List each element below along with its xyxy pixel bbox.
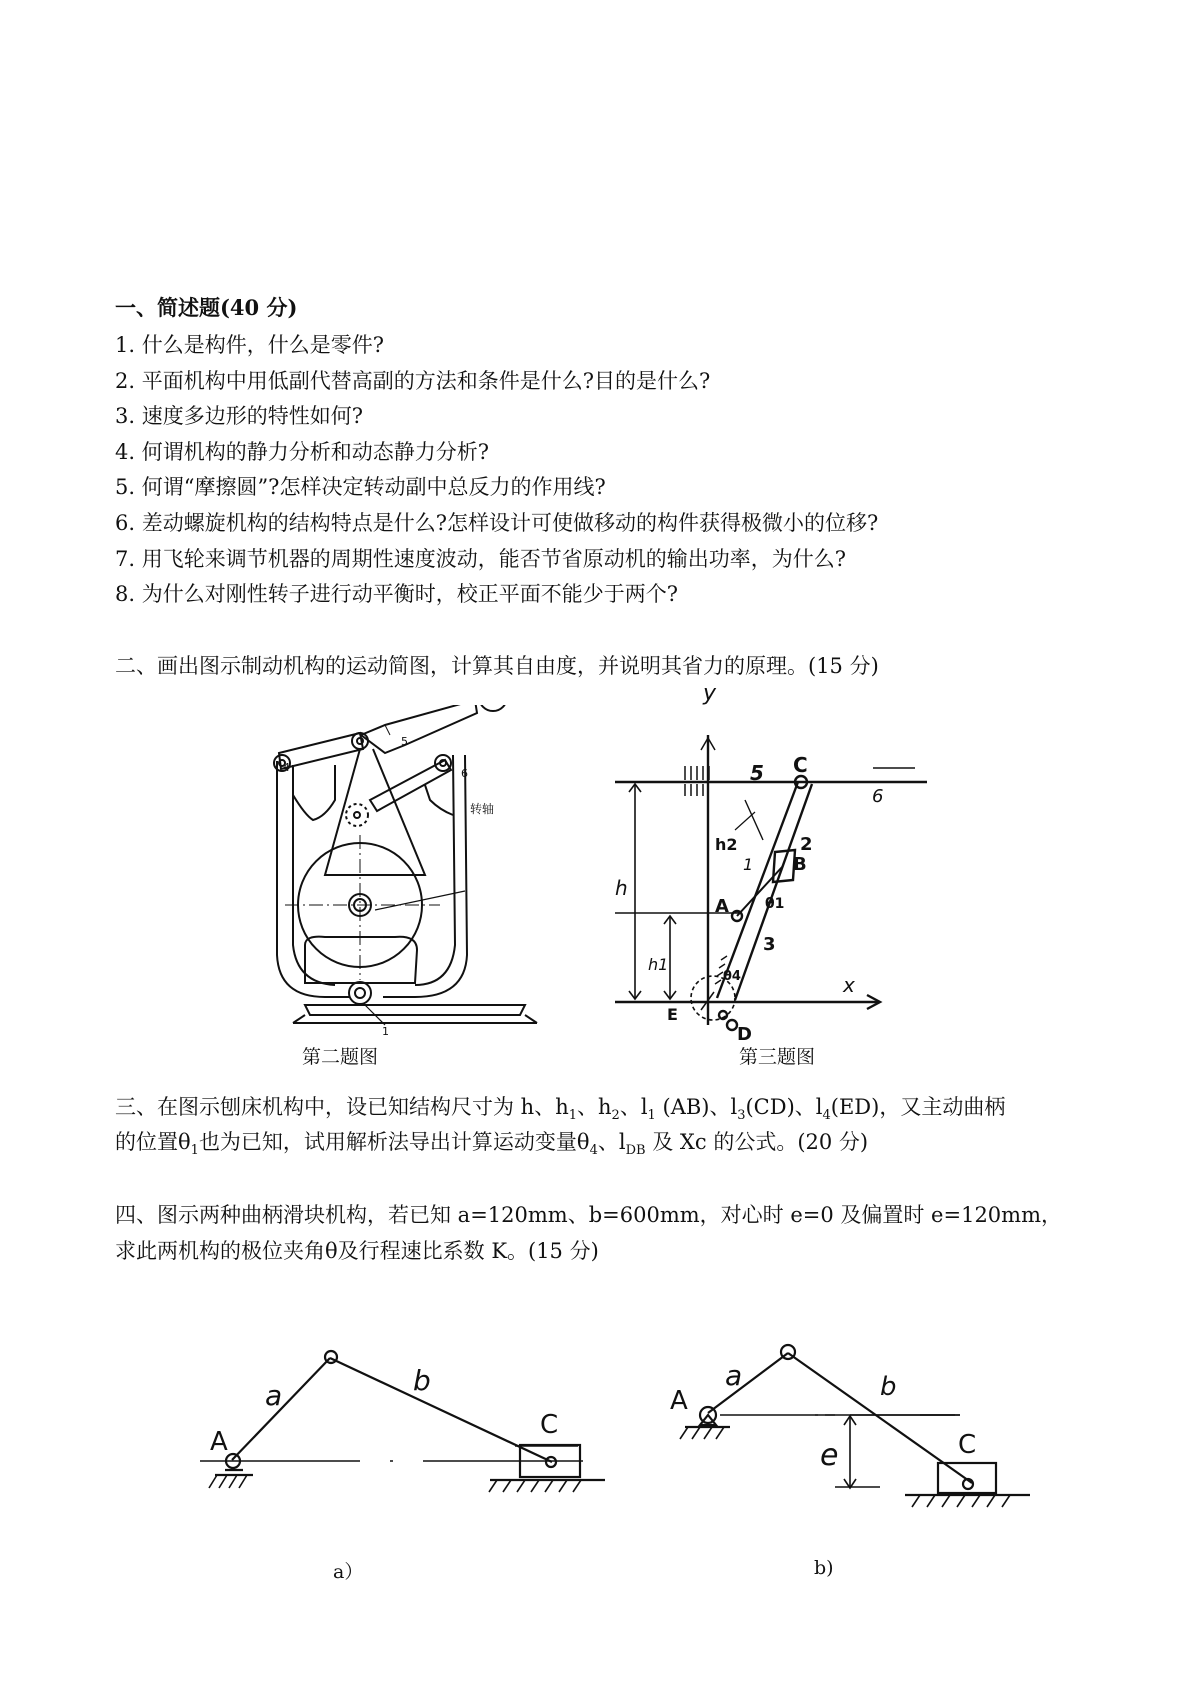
section2-text: 二、画出图示制动机构的运动简图，计算其自由度，并说明其省力的原理。(15 分): [115, 654, 879, 678]
fig3-C: C: [793, 753, 808, 777]
question-6: 6. 差动螺旋机构的结构特点是什么?怎样设计可使做移动的构件获得极微小的位移?: [115, 511, 879, 535]
fig3-h1: h1: [648, 955, 669, 974]
question-8: 8. 为什么对刚性转子进行动平衡时，校正平面不能少于两个?: [115, 582, 678, 606]
figure2-caption: 第二题图: [302, 1046, 379, 1068]
figure4a-slider-crank: [195, 1330, 615, 1530]
fig3-E: E: [667, 1005, 678, 1024]
fig4b-C: C: [958, 1430, 977, 1460]
fig4a-a: a: [265, 1379, 283, 1412]
fig2-label-shaft: 转轴: [470, 802, 495, 816]
figure3-planer-mechanism: [615, 680, 935, 1050]
fig4b-b: b: [880, 1372, 897, 1402]
question-5: 5. 何谓“摩擦圆”?怎样决定转动副中总反力的作用线?: [115, 475, 606, 499]
fig3-B: B: [793, 854, 807, 875]
section3-line2: 的位置$\theta_1$也为已知，试用解析法导出计算运动变量$\theta_4$、$l_{DB}$ 及 Xc 的公式。(20 分): [115, 1130, 869, 1159]
question-4: 4. 何谓机构的静力分析和动态静力分析?: [115, 440, 489, 464]
section4-line2: 求此两机构的极位夹角θ及行程速比系数 K。(15 分): [115, 1239, 599, 1263]
question-2: 2. 平面机构中用低副代替高副的方法和条件是什么?目的是什么?: [115, 369, 711, 393]
fig2-label-5: 5: [401, 735, 408, 748]
fig3-t1: θ1: [765, 896, 785, 912]
fig4a-A: A: [210, 1427, 228, 1457]
fig4b-a: a: [725, 1359, 743, 1392]
fig4b-A: A: [670, 1386, 688, 1416]
fig4b-e: e: [820, 1438, 839, 1473]
section1-heading: 一、简述题(40 分): [115, 295, 298, 320]
fig3-t4: θ4: [723, 969, 741, 984]
figure4b-caption: b): [814, 1557, 834, 1579]
question-3: 3. 速度多边形的特性如何?: [115, 404, 363, 428]
fig3-D: D: [737, 1024, 752, 1045]
fig3-A: A: [715, 896, 729, 917]
question-7: 7. 用飞轮来调节机器的周期性速度波动，能否节省原动机的输出功率，为什么?: [115, 547, 846, 571]
figure2-brake-mechanism: [265, 705, 565, 1045]
fig3-h: h: [615, 876, 628, 900]
fig3-n5: 5: [750, 761, 764, 785]
fig3-x: x: [843, 973, 855, 997]
fig3-n2: 2: [800, 834, 813, 855]
fig3-y: y: [703, 681, 717, 706]
fig2-label-1: 1: [382, 1025, 389, 1038]
fig2-label-4: 4: [283, 761, 290, 774]
fig2-label-6: 6: [461, 767, 468, 780]
section3-line1: 三、在图示刨床机构中，设已知结构尺寸为 h、$h_1$、$h_2$、$l_1$ (AB)、$l_3(CD)$、$l_4(ED)$，又主动曲柄: [115, 1095, 1006, 1124]
figure4a-caption: a）: [333, 1561, 364, 1583]
figure3-caption: 第三题图: [739, 1046, 816, 1068]
section4-line1: 四、图示两种曲柄滑块机构，若已知 a=120mm、b=600mm，对心时 e=0 及偏置时 e=120mm，: [115, 1203, 1062, 1227]
question-1: 1. 什么是构件，什么是零件?: [115, 333, 384, 357]
figure4b-slider-crank: [660, 1335, 1060, 1535]
fig3-h2: h2: [715, 835, 738, 854]
fig3-n1: 1: [743, 855, 754, 874]
fig4a-C: C: [540, 1410, 559, 1440]
fig4a-b: b: [413, 1364, 431, 1397]
fig3-n3: 3: [763, 934, 776, 955]
fig3-n6: 6: [872, 786, 884, 807]
